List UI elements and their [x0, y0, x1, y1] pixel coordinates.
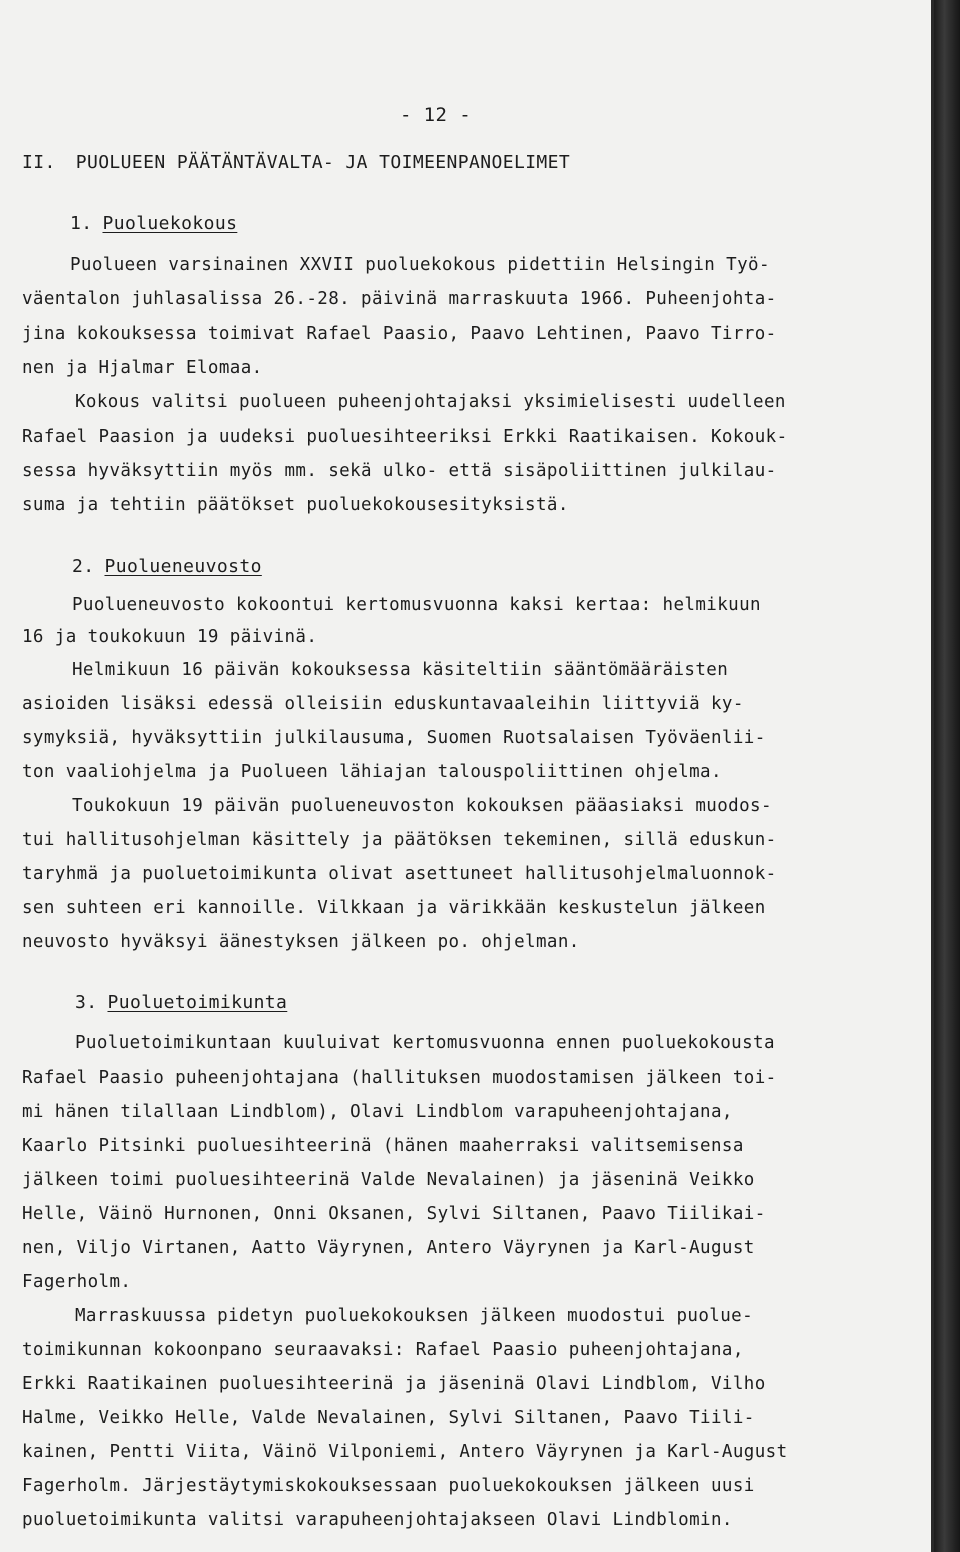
paragraph-line: Kaarlo Pitsinki puoluesihteerinä (hänen maaherraksi valitsemisensa	[22, 1136, 744, 1156]
chapter-number: II.	[22, 152, 56, 173]
paragraph-line: ton vaaliohjelma ja Puolueen lähiajan talouspoliittinen ohjelma.	[22, 762, 722, 782]
paragraph-line: 16 ja toukokuun 19 päivinä.	[22, 627, 318, 647]
paragraph-line: jälkeen toimi puoluesihteerinä Valde Nevalainen) ja jäseninä Veikko	[22, 1170, 755, 1190]
paragraph-line: Fagerholm. Järjestäytymiskokouksessaan puoluekokouksen jälkeen uusi	[22, 1476, 755, 1496]
paragraph-line: taryhmä ja puoluetoimikunta olivat asettuneet hallitusohjelmaluonnok-	[22, 864, 777, 884]
section-number: 3.	[75, 992, 98, 1013]
paragraph-line: Fagerholm.	[22, 1272, 132, 1292]
paragraph-line: nen ja Hjalmar Elomaa.	[22, 358, 263, 378]
paragraph-line: väentalon juhlasalissa 26.-28. päivinä marraskuuta 1966. Puheenjohta-	[22, 289, 777, 309]
paragraph-line: mi hänen tilallaan Lindblom), Olavi Lindblom varapuheenjohtajana,	[22, 1102, 733, 1122]
paragraph-line: Kokous valitsi puolueen puheenjohtajaksi yksimielisesti uudelleen	[75, 392, 786, 412]
paragraph-line: puoluetoimikunta valitsi varapuheenjohtajakseen Olavi Lindblomin.	[22, 1510, 733, 1530]
section-heading-3	[75, 992, 287, 1013]
paragraph-line: kainen, Pentti Viita, Väinö Vilponiemi, Antero Väyrynen ja Karl-August	[22, 1442, 788, 1462]
section-title: Puolueneuvosto	[104, 556, 262, 577]
paragraph-line: suma ja tehtiin päätökset puoluekokousesityksistä.	[22, 495, 569, 515]
paragraph-line: Rafael Paasion ja uudeksi puoluesihteeriksi Erkki Raatikaisen. Kokouk-	[22, 427, 788, 447]
paragraph-line: jina kokouksessa toimivat Rafael Paasio, Paavo Lehtinen, Paavo Tirro-	[22, 324, 777, 344]
paragraph-line: Rafael Paasio puheenjohtajana (hallituksen muodostamisen jälkeen toi-	[22, 1068, 777, 1088]
paragraph-line: nen, Viljo Virtanen, Aatto Väyrynen, Antero Väyrynen ja Karl-August	[22, 1238, 755, 1258]
page-number: - 12 -	[400, 104, 472, 126]
section-title: Puoluekokous	[102, 213, 238, 234]
paragraph-line: Erkki Raatikainen puoluesihteerinä ja jäseninä Olavi Lindblom, Vilho	[22, 1374, 766, 1394]
paragraph-line: Puoluetoimikuntaan kuuluivat kertomusvuonna ennen puoluekokousta	[75, 1033, 775, 1053]
paragraph-line: Helle, Väinö Hurnonen, Onni Oksanen, Sylvi Siltanen, Paavo Tiilikai-	[22, 1204, 766, 1224]
paragraph-line: neuvosto hyväksyi äänestyksen jälkeen po. ohjelman.	[22, 932, 580, 952]
paragraph-line: asioiden lisäksi edessä olleisiin eduskuntavaaleihin liittyviä ky-	[22, 694, 744, 714]
chapter-heading	[22, 152, 570, 173]
scan-binding-edge	[934, 0, 960, 1552]
paragraph-line: Halme, Veikko Helle, Valde Nevalainen, Sylvi Siltanen, Paavo Tiili-	[22, 1408, 755, 1428]
section-number: 1.	[70, 213, 93, 234]
section-title: Puoluetoimikunta	[107, 992, 288, 1013]
paragraph-line: tui hallitusohjelman käsittely ja päätöksen tekeminen, sillä eduskun-	[22, 830, 777, 850]
paragraph-line: Puolueneuvosto kokoontui kertomusvuonna kaksi kertaa: helmikuun	[72, 595, 761, 615]
paragraph-line: sessa hyväksyttiin myös mm. sekä ulko- että sisäpoliittinen julkilau-	[22, 461, 777, 481]
paragraph-line: Marraskuussa pidetyn puoluekokouksen jälkeen muodostui puolue-	[75, 1306, 754, 1326]
chapter-title: PUOLUEEN PÄÄTÄNTÄVALTA- JA TOIMEENPANOELIMET	[75, 152, 571, 173]
section-heading-2	[72, 556, 262, 577]
paragraph-line: Puolueen varsinainen XXVII puoluekokous pidettiin Helsingin Työ-	[70, 255, 770, 275]
paragraph-line: toimikunnan kokoonpano seuraavaksi: Rafael Paasio puheenjohtajana,	[22, 1340, 744, 1360]
section-number: 2.	[72, 556, 95, 577]
section-heading-1	[70, 213, 237, 234]
paragraph-line: Helmikuun 16 päivän kokouksessa käsiteltiin sääntömääräisten	[72, 660, 729, 680]
paragraph-line: Toukokuun 19 päivän puolueneuvoston kokouksen pääasiaksi muodos-	[72, 796, 772, 816]
paragraph-line: symyksiä, hyväksyttiin julkilausuma, Suomen Ruotsalaisen Työväenlii-	[22, 728, 766, 748]
paragraph-line: sen suhteen eri kannoille. Vilkkaan ja värikkään keskustelun jälkeen	[22, 898, 766, 918]
